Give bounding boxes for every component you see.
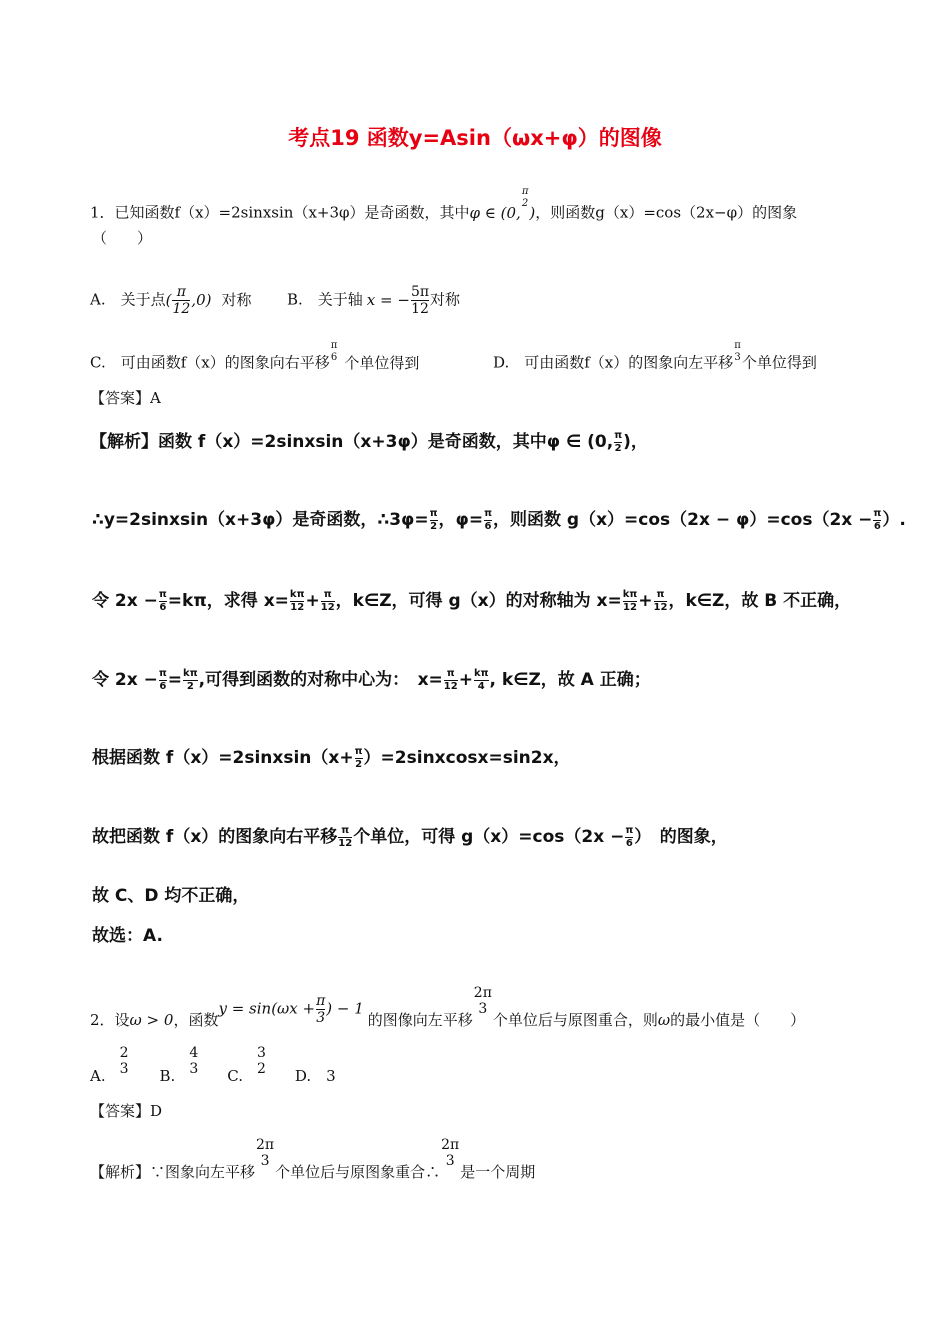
q1-option-d: D. 可由函数f（x）的图象向左平移 π 3 个单位得到 xyxy=(493,340,817,372)
q1-analysis-line-7: 故 C、D 均不正确， xyxy=(92,886,250,906)
q1-option-a-point: ( $\frac{\pi}{12}$ ,0) xyxy=(165,284,212,318)
q1-analysis-line-2: ∴y=2sinxsin（x+3φ）是奇函数，∴3φ= $\frac{\pi}{2}$ ，φ= $\frac{\pi}{6}$ ，则函数 g（x）=cos（2x − φ）=cos（2x − $\frac{\pi}{6}$ ）. xyxy=(92,508,906,532)
q1-stem-text-2: ，则函数g（x）=cos（2x−φ）的图象 xyxy=(535,203,798,222)
page-title: 考点19 函数y=Asin（ωx+φ）的图像 xyxy=(288,126,662,150)
q1-analysis-line-1: 【解析】函数 f（x）=2sinxsin（x+3φ）是奇函数，其中φ ∈ (0, $\frac{\pi}{2}$ )， xyxy=(90,430,648,454)
q2-options: A. 2 3 B. 4 3 C. 3 2 D. 3 xyxy=(90,1045,336,1086)
q1-analysis-line-3: 令 2x − $\frac{\pi}{6}$ =kπ，求得 x= $\frac{k\pi}{12}$ + $\frac{\pi}{12}$ ，k∈Z，可得 g（x）的对称轴为 x= $\frac{k\pi}{12}$ + $\frac{\pi}{12}$ ，k∈Z，故 B 不正确， xyxy=(92,589,852,613)
q1-stem xyxy=(90,186,797,223)
q1-analysis-line-6: 故把函数 f（x）的图象向右平移 $\frac{\pi}{12}$ 个单位，可得 g（x）=cos（2x − $\frac{\pi}{6}$ ） 的图象， xyxy=(92,825,728,849)
q1-analysis-line-4: 令 2x − $\frac{\pi}{6}$ = $\frac{k\pi}{2}$ ,可得到函数的对称中心为： x= $\frac{\pi}{12}$ + $\frac{k\pi}{4}$ , k∈Z，故 A 正确； xyxy=(92,668,651,692)
q1-option-b: B. 关于轴 x = − $\frac{5\pi}{12}$ 对称 xyxy=(287,284,461,318)
q2-stem: 2．设ω > 0，函数y = sin(ωx + $\frac{\pi}{3}$ ) − 1的图像向左平移 2π 3 个单位后与原图重合，则ω的最小值是（ ） xyxy=(90,985,806,1030)
q1-stem-text: 1．已知函数f（x）=2sinxsin（x+3φ）是奇函数，其中 xyxy=(90,203,470,222)
q1-option-c: C. 可由函数f（x）的图象向右平移 π 6 个单位得到 xyxy=(90,340,420,372)
q2-analysis: 【解析】∵图象向左平移 2π 3 个单位后与原图象重合∴ 2π 3 是一个周期 xyxy=(90,1137,536,1182)
q2-answer: 【答案】D xyxy=(90,1102,163,1120)
q1-paren: （ ） xyxy=(92,229,153,247)
q1-phi-condition: φ ∈ (0, π 2 ) xyxy=(469,186,536,222)
q1-analysis-line-5: 根据函数 f（x）=2sinxsin（x+ $\frac{\pi}{2}$ ）=2sinxcosx=sin2x， xyxy=(92,746,571,770)
q1-answer: 【答案】A xyxy=(90,389,161,407)
q1-option-a: A. 关于点( $\frac{\pi}{12}$ ,0) 对称 xyxy=(90,284,252,318)
q1-analysis-line-8: 故选：A. xyxy=(92,926,163,946)
